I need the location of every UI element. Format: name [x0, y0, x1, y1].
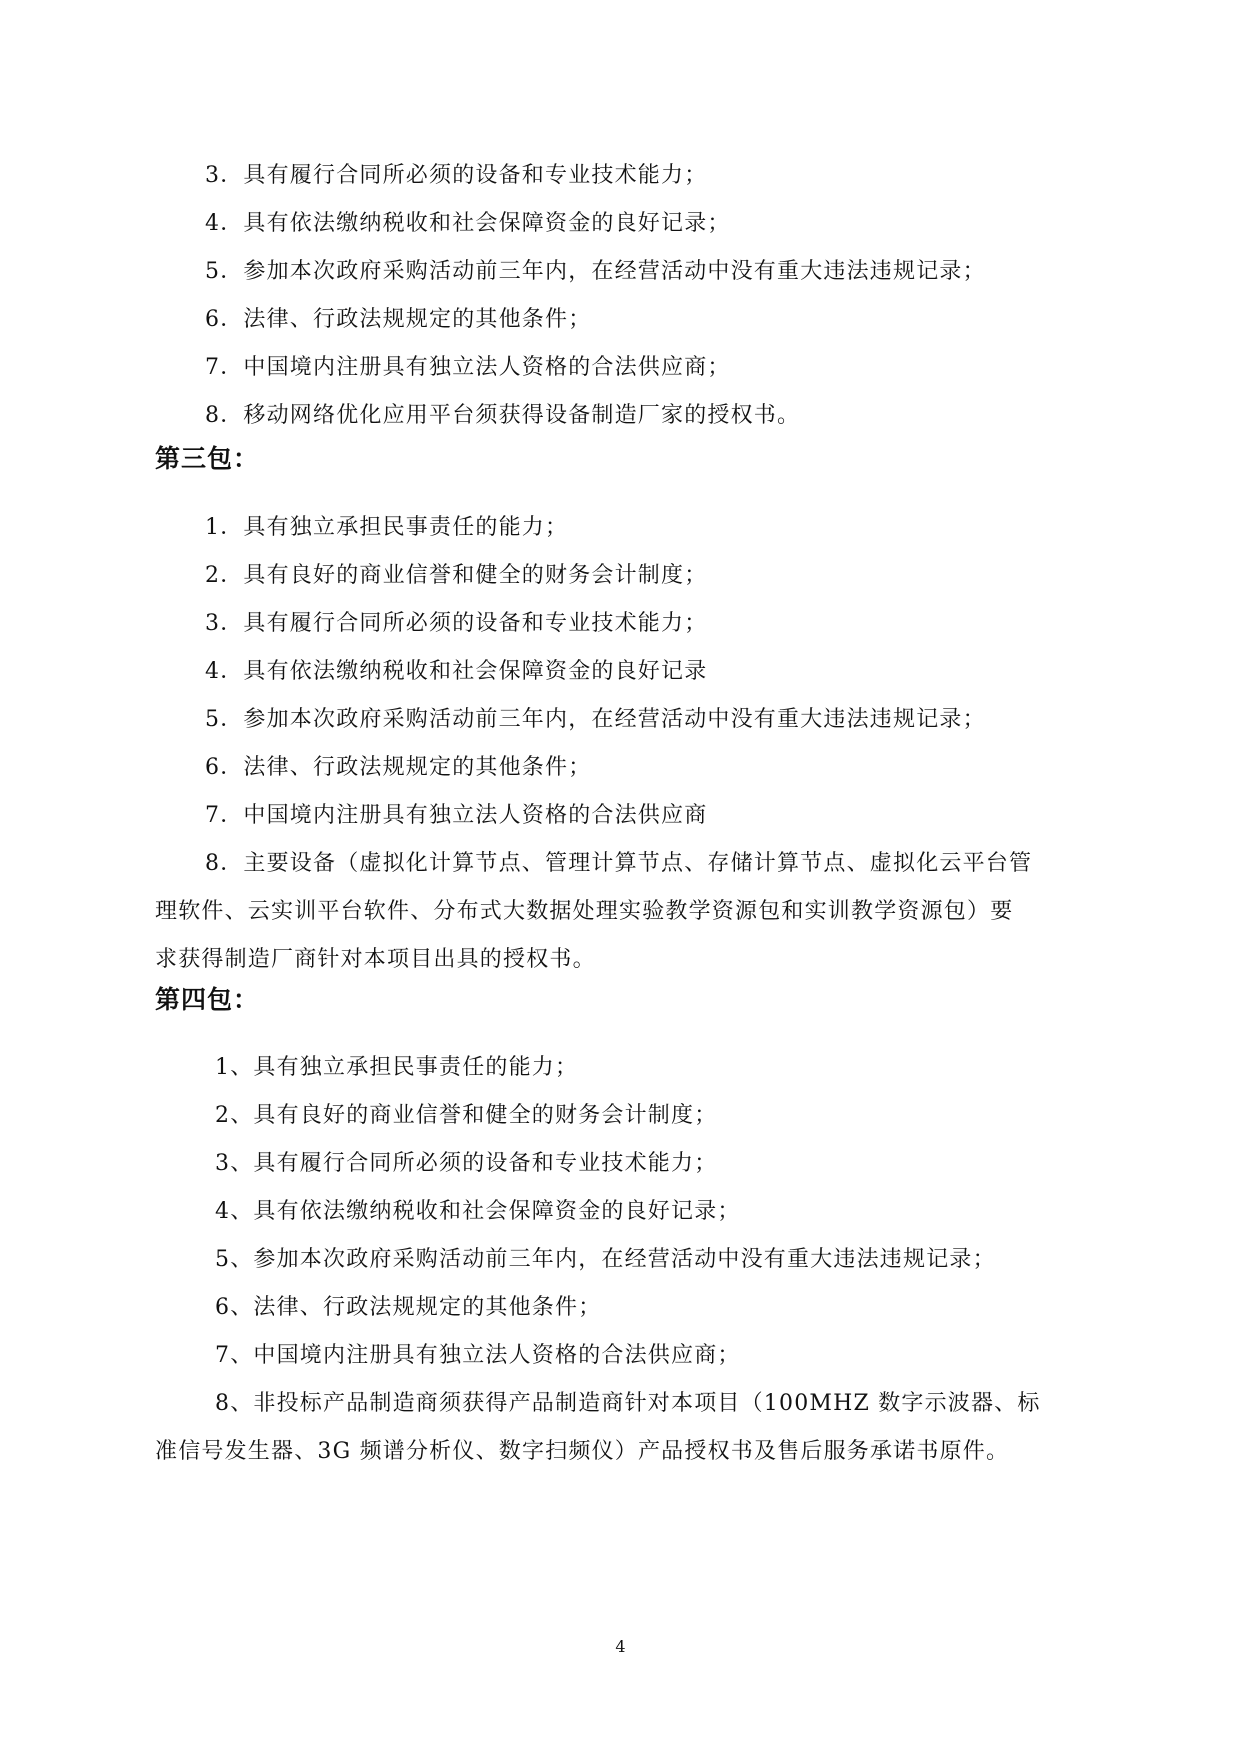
list-item-continuation: 理软件、云实训平台软件、分布式大数据处理实验教学资源包和实训教学资源包）要	[155, 899, 1014, 924]
list-item: 1、具有独立承担民事责任的能力；	[215, 1055, 579, 1080]
list-item-continuation: 准信号发生器、3G 频谱分析仪、数字扫频仪）产品授权书及售后服务承诺书原件。	[155, 1439, 1010, 1464]
section-heading-package-4: 第四包：	[155, 985, 260, 1014]
list-item: 8．移动网络优化应用平台须获得设备制造厂家的授权书。	[205, 403, 801, 428]
list-item: 2．具有良好的商业信誉和健全的财务会计制度；	[205, 563, 708, 588]
list-item: 6、法律、行政法规规定的其他条件；	[215, 1295, 602, 1320]
list-item: 2、具有良好的商业信誉和健全的财务会计制度；	[215, 1103, 718, 1128]
list-item: 5．参加本次政府采购活动前三年内，在经营活动中没有重大违法违规记录；	[205, 707, 986, 732]
list-item: 8、非投标产品制造商须获得产品制造商针对本项目（100MHZ 数字示波器、标	[215, 1391, 1041, 1416]
list-item: 3．具有履行合同所必须的设备和专业技术能力；	[205, 611, 708, 636]
list-item: 6．法律、行政法规规定的其他条件；	[205, 307, 592, 332]
list-item: 1．具有独立承担民事责任的能力；	[205, 515, 569, 540]
list-item: 7．中国境内注册具有独立法人资格的合法供应商	[205, 803, 708, 828]
list-item: 4．具有依法缴纳税收和社会保障资金的良好记录；	[205, 211, 731, 236]
list-item: 3、具有履行合同所必须的设备和专业技术能力；	[215, 1151, 718, 1176]
list-item: 5、参加本次政府采购活动前三年内，在经营活动中没有重大违法违规记录；	[215, 1247, 996, 1272]
list-item: 3．具有履行合同所必须的设备和专业技术能力；	[205, 163, 708, 188]
section-heading-package-3: 第三包：	[155, 444, 260, 473]
list-item: 5．参加本次政府采购活动前三年内，在经营活动中没有重大违法违规记录；	[205, 259, 986, 284]
list-item: 7、中国境内注册具有独立法人资格的合法供应商；	[215, 1343, 741, 1368]
list-item: 4、具有依法缴纳税收和社会保障资金的良好记录；	[215, 1199, 741, 1224]
list-item: 6．法律、行政法规规定的其他条件；	[205, 755, 592, 780]
list-item: 4．具有依法缴纳税收和社会保障资金的良好记录	[205, 659, 708, 684]
page-number: 4	[615, 1637, 626, 1656]
list-item: 7．中国境内注册具有独立法人资格的合法供应商；	[205, 355, 731, 380]
list-item-continuation: 求获得制造厂商针对本项目出具的授权书。	[155, 947, 596, 972]
list-item: 8．主要设备（虚拟化计算节点、管理计算节点、存储计算节点、虚拟化云平台管	[205, 851, 1033, 876]
